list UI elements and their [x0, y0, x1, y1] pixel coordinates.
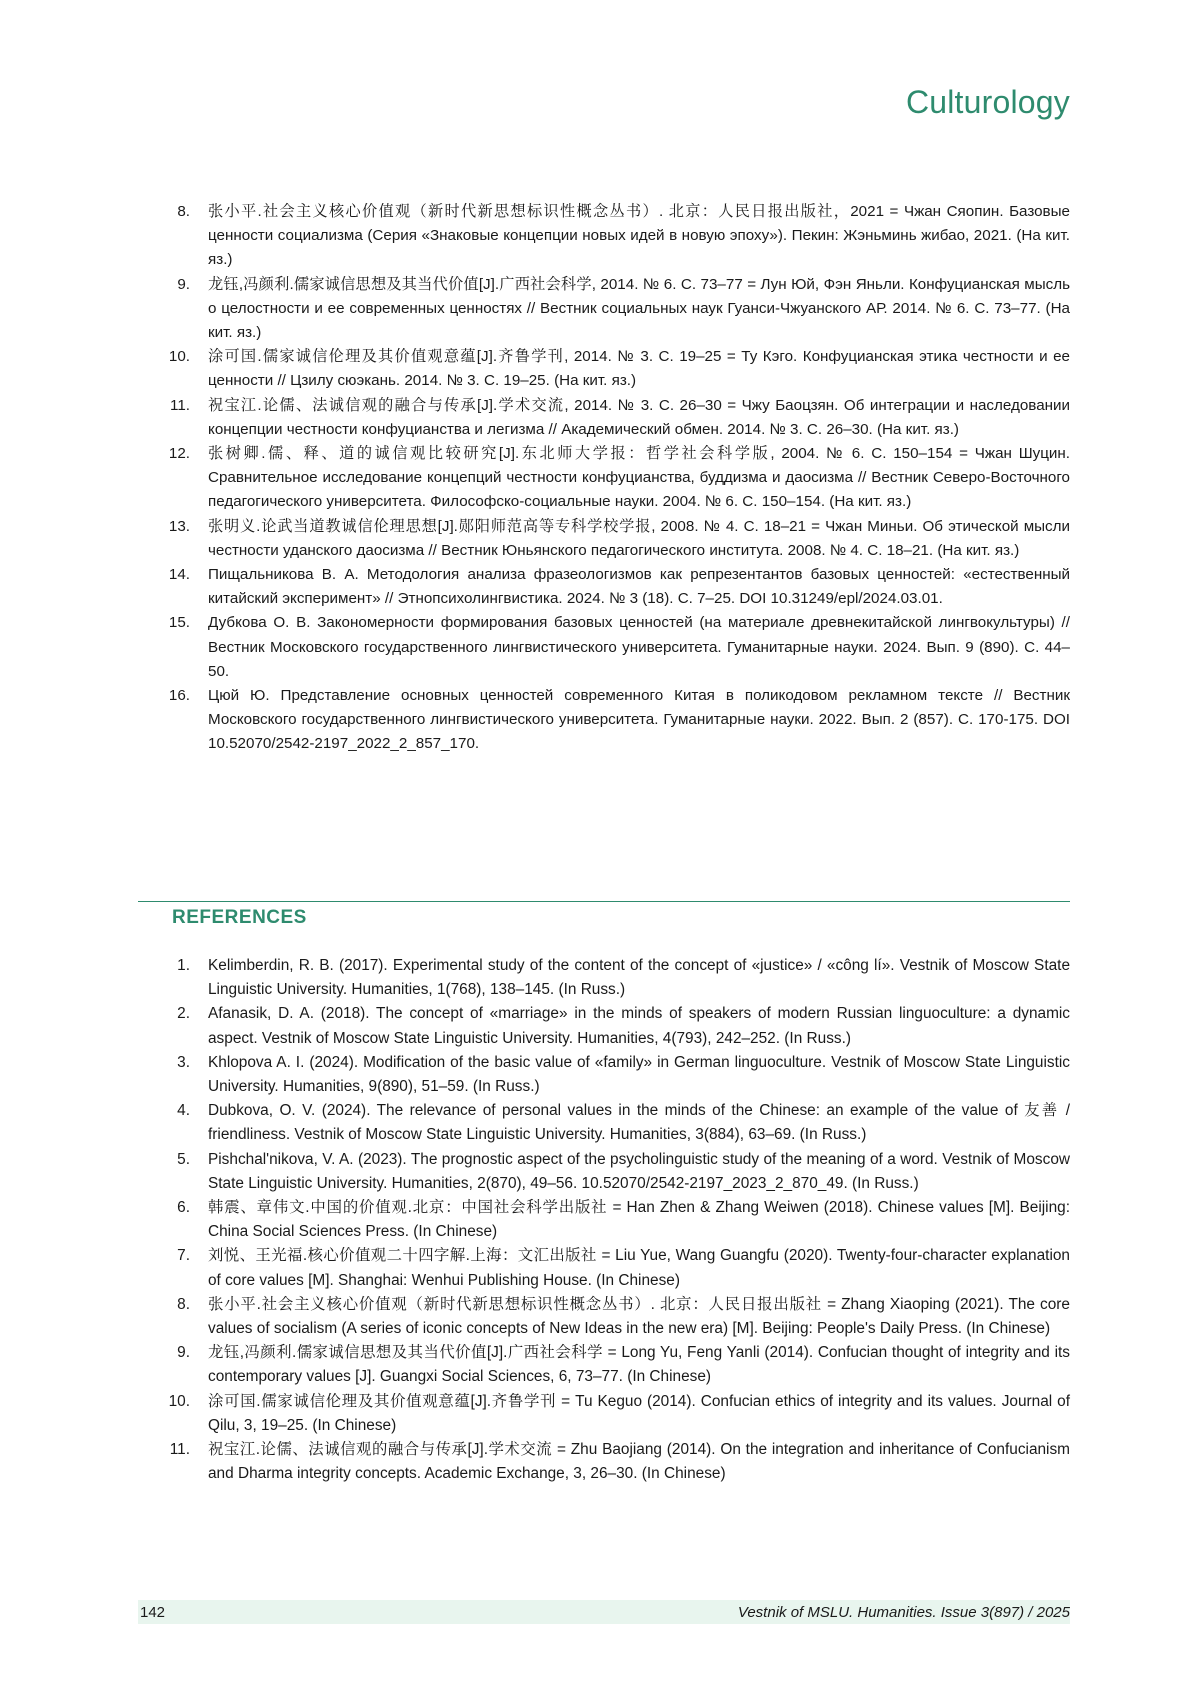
reference-number: 9. [177, 1341, 190, 1365]
reference-text: 祝宝江.论儒、法诚信观的融合与传承[J].学术交流 = Zhu Baojiang (2014). On the integration and inheritance of Confucianism and Dharma integrity concepts. Academic Exchange, 3, 26–30. (In Chinese) [208, 1441, 1070, 1482]
reference-number: 15. [169, 611, 190, 635]
reference-number: 8. [177, 200, 190, 224]
reference-text: Дубкова О. В. Закономерности формирования базовых ценностей (на материале древнекитайской лингвокультуры) // Вестник Московского государственного лингвистического университета. Гуманитарные науки. 2024. Вып. 9 (890). С. 44–50. [208, 614, 1070, 679]
reference-text: 祝宝江.论儒、法诚信观的融合与传承[J].学术交流, 2014. № 3. С. 26–30 = Чжу Баоцзян. Об интеграции и наследовании концепции честности конфуцианства и легизма // Академический обмен. 2014. № 3. С. 26–30. (На кит. яз.) [208, 397, 1070, 438]
reference-item [0, 1002, 1200, 1050]
english-reference-list [0, 954, 1200, 1486]
reference-number: 8. [177, 1293, 190, 1317]
reference-text: 龙钰,冯颜利.儒家诚信思想及其当代价值[J].广西社会科学, 2014. № 6. С. 73–77 = Лун Юй, Фэн Яньли. Конфуцианская мысль о целостности и ее современных ценностях // Вестник социальных наук Гуанси-Чжуанского АР. 2014. № 6. С. 73–77. (На кит. яз.) [208, 276, 1070, 341]
reference-item [0, 1341, 1200, 1389]
reference-number: 12. [169, 442, 190, 466]
reference-number: 11. [170, 1438, 190, 1462]
reference-number: 6. [177, 1196, 190, 1220]
reference-number: 10. [169, 1390, 190, 1414]
reference-number: 5. [177, 1148, 190, 1172]
reference-item [0, 954, 1200, 1002]
reference-item [0, 515, 1200, 563]
journal-name: Vestnik of MSLU. Humanities. Issue 3(897) / 2025 [738, 1604, 1070, 1621]
reference-text: 涂可国.儒家诚信伦理及其价值观意蕴[J].齐鲁学刊, 2014. № 3. С. 19–25 = Ту Кэго. Конфуцианская этика честности и ее ценности // Цзилу сюэкань. 2014. № 3. С. 19–25. (На кит. яз.) [208, 348, 1070, 389]
page-number: 142 [140, 1604, 165, 1621]
section-title: Culturology [906, 84, 1070, 121]
reference-item [0, 1196, 1200, 1244]
reference-number: 9. [177, 273, 190, 297]
reference-number: 7. [177, 1244, 190, 1268]
reference-text: 韩震、章伟文.中国的价值观.北京：中国社会科学出版社 = Han Zhen & Zhang Weiwen (2018). Chinese values [M]. Beijing: China Social Sciences Press. (In Chinese) [208, 1199, 1070, 1240]
reference-number: 14. [169, 563, 190, 587]
reference-number: 2. [177, 1002, 190, 1026]
reference-text: 张树卿.儒、释、道的诚信观比较研究[J].东北师大学报：哲学社会科学版, 2004. № 6. С. 150–154 = Чжан Шуцин. Сравнительное исследование концепций честности конфуцианства, буддизма и даосизма // Вестник Северо-Восточного педагогического университета. Философско-социальные науки. 2004. № 6. С. 150–154. (На кит. яз.) [208, 445, 1070, 510]
reference-number: 11. [170, 394, 190, 418]
reference-text: 刘悦、王光福.核心价值观二十四字解.上海：文汇出版社 = Liu Yue, Wang Guangfu (2020). Twenty-four-character explanation of core values [M]. Shanghai: Wenhui Publishing House. (In Chinese) [208, 1247, 1070, 1288]
reference-text: Цюй Ю. Представление основных ценностей современного Китая в поликодовом рекламном тексте // Вестник Московского государственного лингвистического университета. Гуманитарные науки. 2022. Вып. 2 (857). С. 170-175. DOI 10.52070/2542-2197_2022_2_857_170. [208, 687, 1070, 752]
reference-text: Kelimberdin, R. B. (2017). Experimental study of the content of the concept of «justice» / «công lí». Vestnik of Moscow State Linguistic University. Humanities, 1(768), 138–145. (In Russ.) [208, 957, 1070, 998]
reference-number: 4. [177, 1099, 190, 1123]
reference-item [0, 442, 1200, 515]
reference-item [0, 273, 1200, 346]
reference-text: Khlopova A. I. (2024). Modification of the basic value of «family» in German linguoculture. Vestnik of Moscow State Linguistic University. Humanities, 9(890), 51–59. (In Russ.) [208, 1054, 1070, 1095]
reference-item [0, 200, 1200, 273]
russian-reference-list [0, 200, 1200, 757]
reference-item [0, 563, 1200, 611]
reference-item [0, 1099, 1200, 1147]
reference-item [0, 345, 1200, 393]
reference-text: Pishchal'nikova, V. A. (2023). The prognostic aspect of the psycholinguistic study of the meaning of a word. Vestnik of Moscow State Linguistic University. Humanities, 2(870), 49–56. 10.52070/2542-2197_2023_2_870_49. (In Russ.) [208, 1151, 1070, 1192]
reference-text: 张小平.社会主义核心价值观（新时代新思想标识性概念丛书）. 北京：人民日报出版社，2021 = Чжан Сяопин. Базовые ценности социализма (Серия «Знаковые концепции новых идей в новую эпоху»). Пекин: Жэньминь жибао, 2021. (На кит. яз.) [208, 203, 1070, 268]
reference-number: 10. [169, 345, 190, 369]
reference-text: 张小平.社会主义核心价值观（新时代新思想标识性概念丛书）. 北京：人民日报出版社 = Zhang Xiaoping (2021). The core values of socialism (A series of iconic concepts of New Ideas in the new era) [M]. Beijing: People's Daily Press. (In Chinese) [208, 1296, 1070, 1337]
references-heading: REFERENCES [172, 907, 307, 929]
reference-number: 3. [177, 1051, 190, 1075]
reference-text: 龙钰,冯颜利.儒家诚信思想及其当代价值[J].广西社会科学 = Long Yu, Feng Yanli (2014). Confucian thought of integrity and its contemporary values [J]. Guangxi Social Sciences, 6, 73–77. (In Chinese) [208, 1344, 1070, 1385]
reference-item [0, 1390, 1200, 1438]
reference-text: Afanasik, D. A. (2018). The concept of «marriage» in the minds of speakers of modern Russian linguoculture: a dynamic aspect. Vestnik of Moscow State Linguistic University. Humanities, 4(793), 242–252. (In Russ.) [208, 1005, 1070, 1046]
reference-item [0, 1293, 1200, 1341]
reference-item [0, 1148, 1200, 1196]
reference-number: 13. [169, 515, 190, 539]
reference-number: 16. [169, 684, 190, 708]
reference-text: Dubkova, O. V. (2024). The relevance of personal values in the minds of the Chinese: an example of the value of 友善 / friendliness. Vestnik of Moscow State Linguistic University. Humanities, 3(884), 63–69. (In Russ.) [208, 1102, 1070, 1143]
reference-text: Пищальникова В. А. Методология анализа фразеологизмов как репрезентантов базовых ценностей: «естественный китайский эксперимент» // Этнопсихолингвистика. 2024. № 3 (18). С. 7–25. DOI 10.31249/epl/2024.03.01. [208, 566, 1070, 607]
reference-item [0, 1438, 1200, 1486]
reference-item [0, 1244, 1200, 1292]
reference-text: 张明义.论武当道教诚信伦理思想[J].郧阳师范高等专科学校学报, 2008. № 4. С. 18–21 = Чжан Миньи. Об этической мысли честности уданского даосизма // Вестник Юньянского педагогического института. 2008. № 4. С. 18–21. (На кит. яз.) [208, 518, 1070, 559]
reference-item [0, 611, 1200, 684]
reference-text: 涂可国.儒家诚信伦理及其价值观意蕴[J].齐鲁学刊 = Tu Keguo (2014). Confucian ethics of integrity and its values. Journal of Qilu, 3, 19–25. (In Chinese) [208, 1393, 1070, 1434]
reference-item [0, 1051, 1200, 1099]
section-divider [138, 901, 1070, 902]
reference-number: 1. [177, 954, 190, 978]
reference-item [0, 394, 1200, 442]
reference-item [0, 684, 1200, 757]
